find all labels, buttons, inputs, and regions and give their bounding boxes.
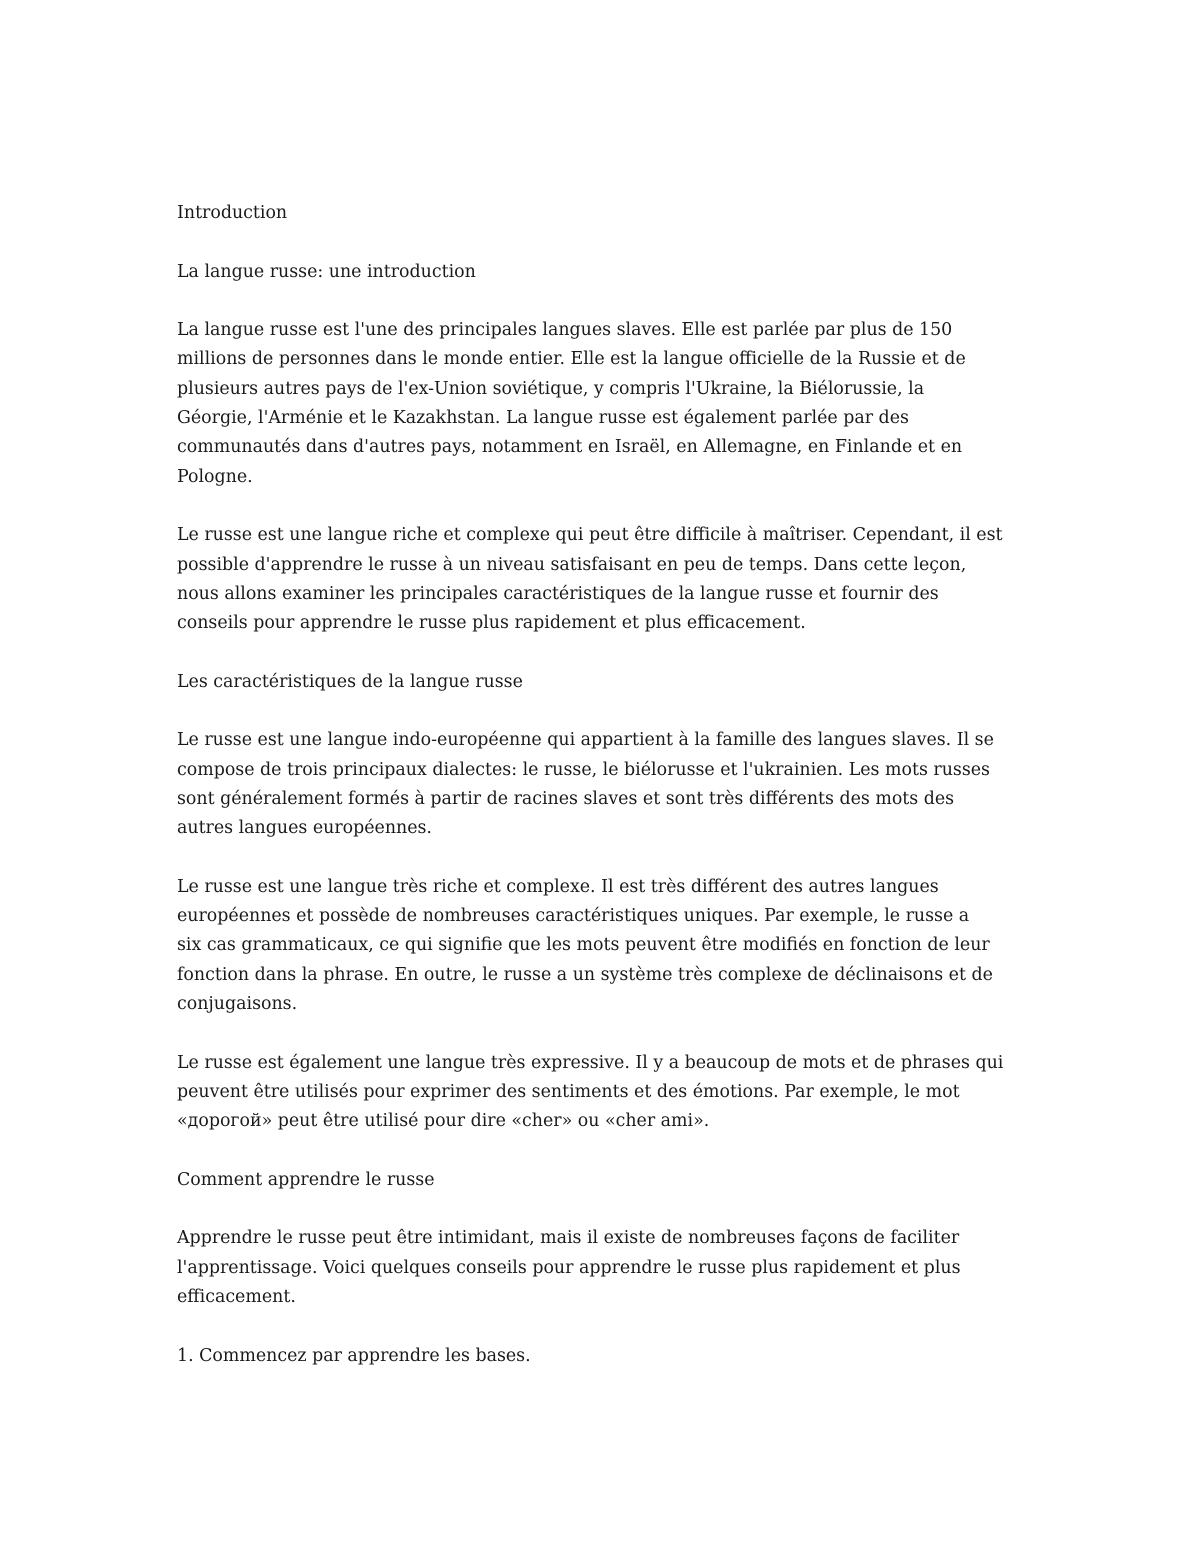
text-line: possible d'apprendre le russe à un niveau satisfaisant en peu de temps. Dans cette leçon, <box>177 554 967 575</box>
text-line: efficacement. <box>177 1286 296 1307</box>
list-item: 1. Commencez par apprendre les bases. <box>177 1345 531 1366</box>
paragraph-characteristics-3 <box>177 1049 1027 1137</box>
section-title-how-to-learn: Comment apprendre le russe <box>177 1169 435 1190</box>
section-title-characteristics: Les caractéristiques de la langue russe <box>177 671 523 692</box>
text-line: conjugaisons. <box>177 994 298 1015</box>
paragraph-how-to-learn-1 <box>177 1224 1027 1312</box>
text-line: «дорогой» peut être utilisé pour dire «cher» ou «cher ami». <box>177 1111 710 1132</box>
document-heading: Introduction <box>177 203 288 223</box>
text-line: Le russe est une langue très riche et complexe. Il est très différent des autres langues <box>177 876 939 897</box>
text-line: l'apprentissage. Voici quelques conseils pour apprendre le russe plus rapidement et plus <box>177 1257 961 1278</box>
paragraph-intro-1 <box>177 316 1027 492</box>
document-subtitle: La langue russe: une introduction <box>177 261 476 282</box>
text-line: Le russe est également une langue très expressive. Il y a beaucoup de mots et de phrases qui <box>177 1052 1004 1073</box>
text-line: compose de trois principaux dialectes: le russe, le biélorusse et l'ukrainien. Les mots russes <box>177 759 990 780</box>
document-body <box>177 199 1027 1400</box>
text-line: peuvent être utilisés pour exprimer des sentiments et des émotions. Par exemple, le mot <box>177 1081 960 1102</box>
text-line: Le russe est une langue indo-européenne qui appartient à la famille des langues slaves. Il se <box>177 730 994 751</box>
text-line: européennes et possède de nombreuses caractéristiques uniques. Par exemple, le russe a <box>177 906 970 927</box>
text-line: sont généralement formés à partir de racines slaves et sont très différents des mots des <box>177 788 955 809</box>
text-line: Apprendre le russe peut être intimidant, mais il existe de nombreuses façons de faciliter <box>177 1228 960 1249</box>
text-line: communautés dans d'autres pays, notamment en Israël, en Allemagne, en Finlande et en <box>177 437 963 458</box>
text-line: conseils pour apprendre le russe plus rapidement et plus efficacement. <box>177 613 806 634</box>
paragraph-intro-2 <box>177 521 1027 638</box>
paragraph-characteristics-1 <box>177 726 1027 843</box>
text-line: millions de personnes dans le monde entier. Elle est la langue officielle de la Russie et de <box>177 349 966 370</box>
paragraph-characteristics-2 <box>177 873 1027 1019</box>
text-line: Géorgie, l'Arménie et le Kazakhstan. La langue russe est également parlée par des <box>177 408 909 429</box>
text-line: Le russe est une langue riche et complexe qui peut être difficile à maîtriser. Cependant, il est <box>177 525 1003 546</box>
text-line: autres langues européennes. <box>177 818 432 839</box>
text-line: La langue russe est l'une des principales langues slaves. Elle est parlée par plus de 150 <box>177 320 953 341</box>
text-line: six cas grammaticaux, ce qui signifie que les mots peuvent être modifiés en fonction de leur <box>177 935 990 956</box>
text-line: nous allons examiner les principales caractéristiques de la langue russe et fournir des <box>177 583 939 604</box>
text-line: Pologne. <box>177 466 253 487</box>
text-line: fonction dans la phrase. En outre, le russe a un système très complexe de déclinaisons et de <box>177 964 993 985</box>
text-line: plusieurs autres pays de l'ex-Union soviétique, y compris l'Ukraine, la Biélorussie, la <box>177 378 925 399</box>
